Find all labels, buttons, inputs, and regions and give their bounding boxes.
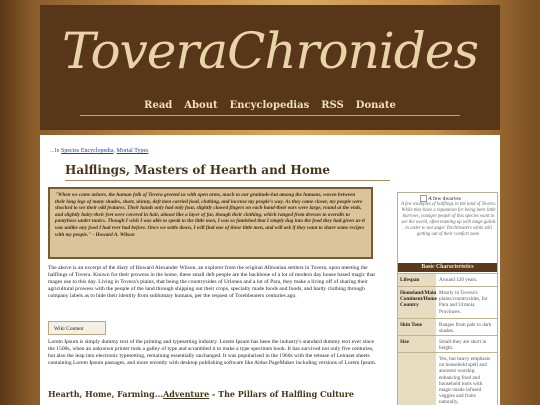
main-content bbox=[40, 135, 500, 405]
infobox-row-lifespan bbox=[398, 273, 497, 287]
broken-image-icon bbox=[420, 195, 427, 202]
infobox-key: Homeland/Main Continent/Home Country bbox=[398, 287, 436, 319]
site-logo[interactable]: ToveraChronides bbox=[61, 22, 479, 80]
infobox-image-alt: A few dwarves bbox=[428, 195, 461, 202]
nav-rss[interactable]: RSS bbox=[321, 100, 344, 111]
infobox-header: Basic Characteristics bbox=[398, 263, 497, 272]
nav-divider bbox=[80, 115, 460, 116]
section-heading-adventure: Adventure bbox=[163, 389, 210, 399]
infobox-key bbox=[398, 353, 436, 405]
section-heading-part3: - The Pillars of Halfling Culture bbox=[209, 389, 355, 399]
breadcrumb-species-encyclopedia[interactable]: Species Encyclopedia bbox=[61, 148, 114, 154]
nav-about[interactable]: About bbox=[184, 100, 218, 111]
infobox bbox=[397, 192, 498, 405]
infobox-value: Yes, but heavy emphasis on household spell and ancestor worship, enhancing food and household tools with magic-made infused veggies and fruits naturally, bbox=[439, 356, 491, 405]
breadcrumb-mortal-types[interactable]: Mortal Types bbox=[116, 148, 149, 154]
infobox-value: Small-they are short in height. bbox=[439, 339, 487, 352]
lorem-paragraph: Lorem Ipsum is simply dummy text of the printing and typesetting industry. Lorem Ipsum has been the industry's standard dummy text ever since the 1500s, when an unknown printer took a galley of type and scrambled it to make a type specimen book. It has survived not only five centuries, but also the leap into electronic typesetting, remaining essentially unchanged. It was popularised in the 1960s with the release of Letraset sheets containing Lorem Ipsum passages, and more recently with desktop publishing software like Aldus PageMaker including versions of Lorem Ipsum. bbox=[48, 339, 377, 366]
wiki-content-box[interactable]: Wiki Content bbox=[48, 321, 106, 335]
nav-encyclopedias[interactable]: Encyclopedias bbox=[229, 100, 310, 111]
infobox-key: Skin Tone bbox=[398, 319, 436, 336]
breadcrumb-prefix: ...In bbox=[50, 148, 60, 154]
infobox-image bbox=[420, 195, 461, 202]
nav-donate[interactable]: Donate bbox=[355, 100, 396, 111]
diary-quote: "When we came ashore, the human folk of Tovera greeted us with open arms, much to our gratitude-but among the humans, woven between their long legs of many shades, short, skinny, deft men carried food, clothing, and incense my people's way. As they came closer, my people were shocked to see their odd features. Their hands only had only four, slightly clawed fingers on each hand-their ears were large, round at the ends, and slightly hairy-their feet were covered in hair, almost like a layer of fur, though their clothing, which ranged from dresses to overalls to pantyhose under tunics. Though I wish I was able to speak to the little men, I was so famished that I simply dug into the food they had given us-it was unlike any food I had ever had before. Once we settle down, I will find one of these little men, and will ask if they want to share some recipes with my people." - Howard A. Wilson bbox=[48, 187, 373, 259]
breadcrumb bbox=[50, 148, 148, 154]
infobox-value: Mostly in Tovera's plains/countrysides, for Para and Urrnnia Provinces. bbox=[439, 290, 488, 315]
infobox-key: Lifespan bbox=[398, 274, 436, 287]
page-title: Halflings, Masters of Hearth and Home bbox=[65, 163, 331, 177]
infobox-row-homeland bbox=[398, 286, 497, 319]
intro-paragraph: The above is an excerpt of the diary of Howard Alexander Wilson, an explorer from the original Albionian settlers in Tovera, upon meeting the halflings of Tovera. Known for their prowess in the home, these small deft people are the backbone of a lot of modern day house based magic that mages use to this day. Living in Tovera's plains, that being the countrysides of Urlonea and a lot of Para, they make a living off of sharing their agricultural prowess with the people of the land through shipping out their crops, specialty made foods and foods, and hardy clothing through company labels as to hide their identity from subluntary humans, per the request of Torebbearers centuries ago. bbox=[48, 265, 375, 299]
infobox-row-magic bbox=[398, 352, 497, 405]
infobox-key: Size bbox=[398, 336, 436, 353]
main-nav bbox=[40, 95, 500, 113]
infobox-row-size bbox=[398, 335, 497, 353]
site-header bbox=[40, 5, 500, 130]
infobox-value: Ranges from pale to dark shades. bbox=[439, 322, 492, 335]
breadcrumb-separator: , bbox=[113, 148, 115, 154]
infobox-caption: A few examples of halflings in the land of Tovera. While they have a reputation for being born little burrows, younger people of this species want to see the world, often teaming up with mage guilds in order to not anger Torchbearers while still getting out of their comfort zone. bbox=[401, 202, 496, 237]
infobox-value: Around 120 years. bbox=[439, 277, 478, 283]
title-divider bbox=[65, 180, 390, 181]
section-heading bbox=[48, 389, 354, 399]
section-heading-part1: Hearth, Home, Farming... bbox=[48, 389, 164, 399]
infobox-row-skin-tone bbox=[398, 318, 497, 336]
nav-read[interactable]: Read bbox=[144, 100, 173, 111]
